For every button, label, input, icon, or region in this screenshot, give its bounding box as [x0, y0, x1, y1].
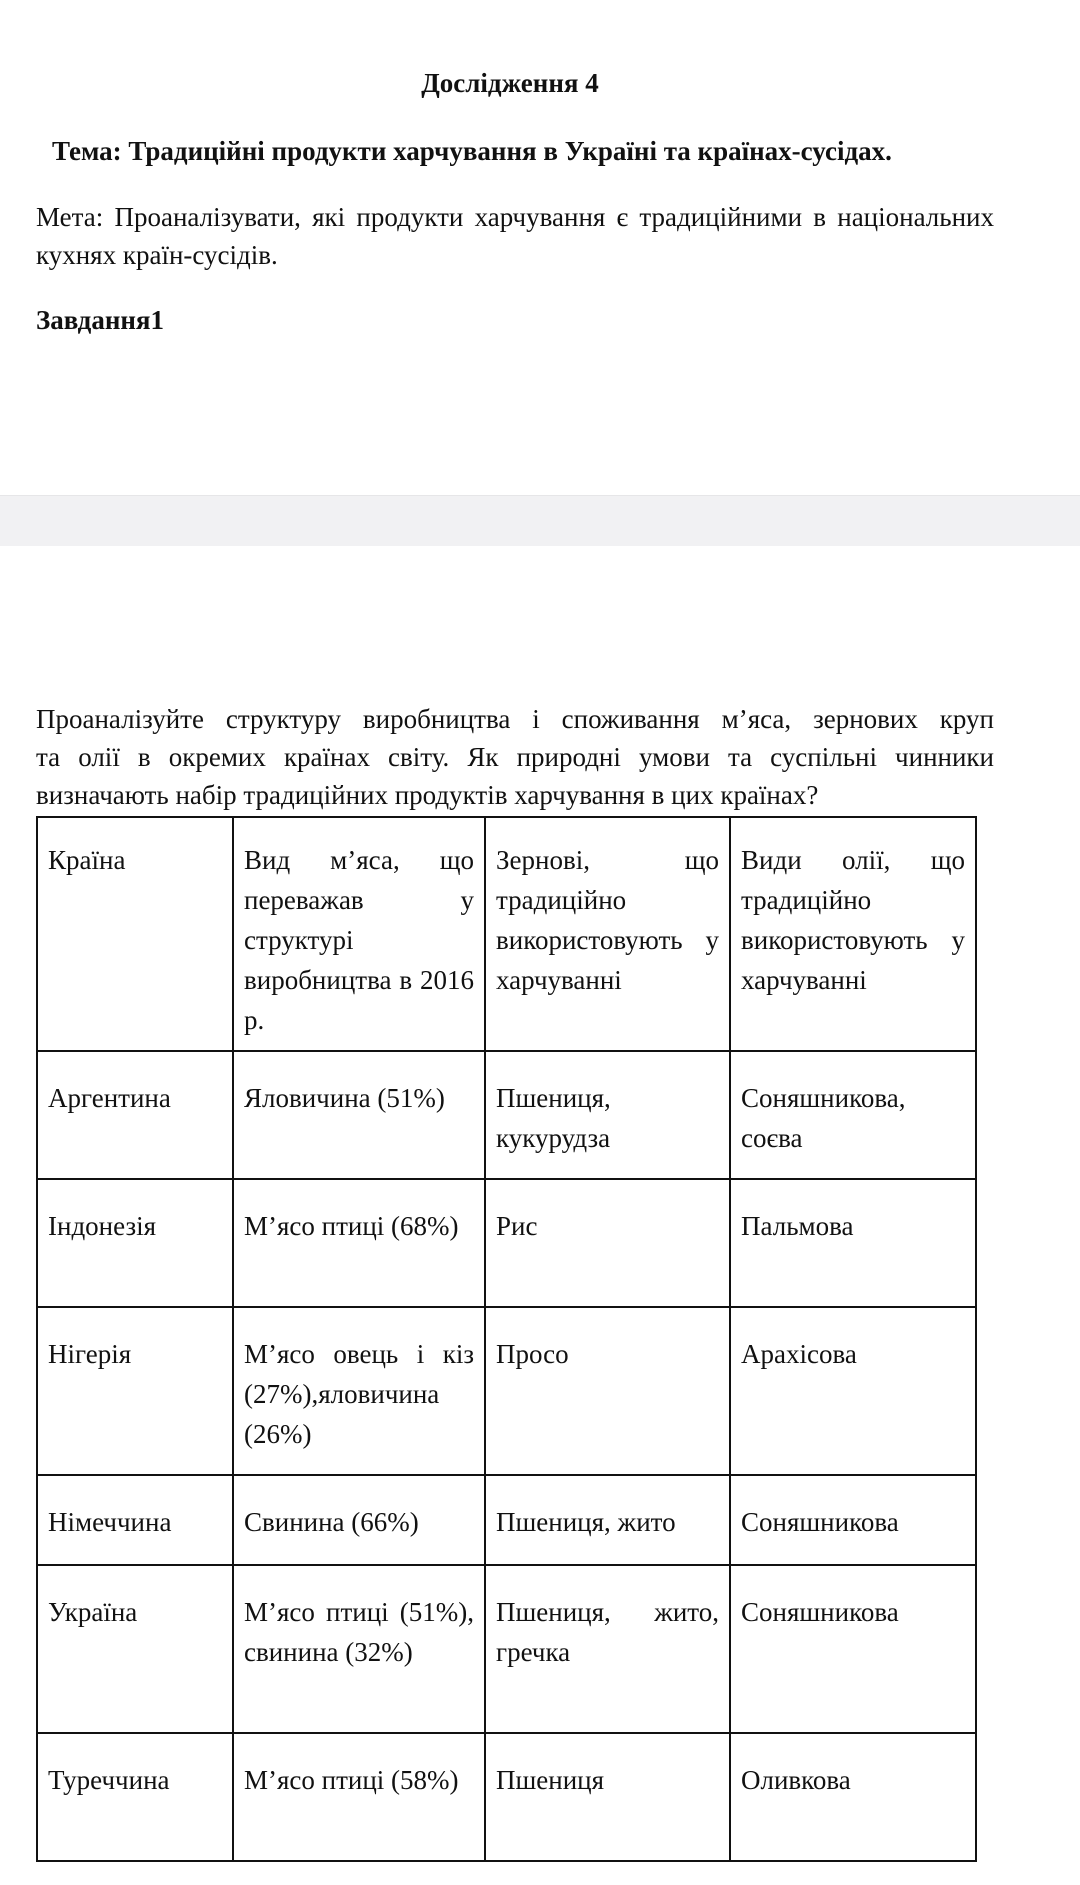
- meat-cell: М’ясо овець і кіз (27%),яловичина (26%): [233, 1307, 485, 1475]
- document-goal: Мета: Проаналізувати, які продукти харчування є традиційними в національних кухнях країн-сусідів.: [36, 202, 994, 270]
- table-header-row: [37, 817, 976, 1051]
- meat-cell: М’ясо птиці (51%), свинина (32%): [233, 1565, 485, 1733]
- header-cell-country: Країна: [37, 817, 233, 1051]
- document-page-2: [0, 546, 1080, 1885]
- country-cell: Німеччина: [37, 1475, 233, 1565]
- table-row: [37, 1565, 976, 1733]
- grains-cell: Пшениця, жито: [485, 1475, 730, 1565]
- grains-cell: Пшениця, кукурудза: [485, 1051, 730, 1179]
- document-page-1: [0, 0, 1080, 495]
- oil-cell: Соняшникова: [730, 1565, 976, 1733]
- question-line: та олії в окремих країнах світу. Як природні умови та суспільні чинники: [36, 742, 994, 772]
- meat-cell: Яловичина (51%): [233, 1051, 485, 1179]
- table-row: [37, 1733, 976, 1861]
- grains-cell: Пшениця, жито, гречка: [485, 1565, 730, 1733]
- table-row: [37, 1475, 976, 1565]
- header-cell-grains: Зернові, що традиційно використовують у харчуванні: [485, 817, 730, 1051]
- meat-cell: М’ясо птиці (68%): [233, 1179, 485, 1307]
- table-row: [37, 1307, 976, 1475]
- page-separator: [0, 495, 1080, 547]
- country-cell: Аргентина: [37, 1051, 233, 1179]
- task-question: [36, 700, 994, 814]
- task-heading: Завдання1: [36, 305, 165, 335]
- country-cell: Туреччина: [37, 1733, 233, 1861]
- question-line: Проаналізуйте структуру виробництва і споживання м’яса, зернових круп: [36, 704, 994, 734]
- food-products-table: [36, 816, 977, 1862]
- header-cell-meat: Вид м’яса, що переважав у структурі виробництва в 2016 р.: [233, 817, 485, 1051]
- document-theme: Тема: Традиційні продукти харчування в Україні та країнах-сусідах.: [52, 136, 892, 166]
- oil-cell: Соняшникова: [730, 1475, 976, 1565]
- oil-cell: Оливкова: [730, 1733, 976, 1861]
- oil-cell: Соняшникова, соєва: [730, 1051, 976, 1179]
- grains-cell: Пшениця: [485, 1733, 730, 1861]
- table-row: [37, 1179, 976, 1307]
- oil-cell: Арахісова: [730, 1307, 976, 1475]
- country-cell: Нігерія: [37, 1307, 233, 1475]
- document-title: Дослідження 4: [421, 68, 599, 98]
- grains-cell: Рис: [485, 1179, 730, 1307]
- question-line: визначають набір традиційних продуктів харчування в цих країнах?: [36, 780, 819, 810]
- country-cell: Індонезія: [37, 1179, 233, 1307]
- grains-cell: Просо: [485, 1307, 730, 1475]
- oil-cell: Пальмова: [730, 1179, 976, 1307]
- header-cell-oil: Види олії, що традиційно використовують у харчуванні: [730, 817, 976, 1051]
- country-cell: Україна: [37, 1565, 233, 1733]
- meat-cell: Свинина (66%): [233, 1475, 485, 1565]
- table-row: [37, 1051, 976, 1179]
- meat-cell: М’ясо птиці (58%): [233, 1733, 485, 1861]
